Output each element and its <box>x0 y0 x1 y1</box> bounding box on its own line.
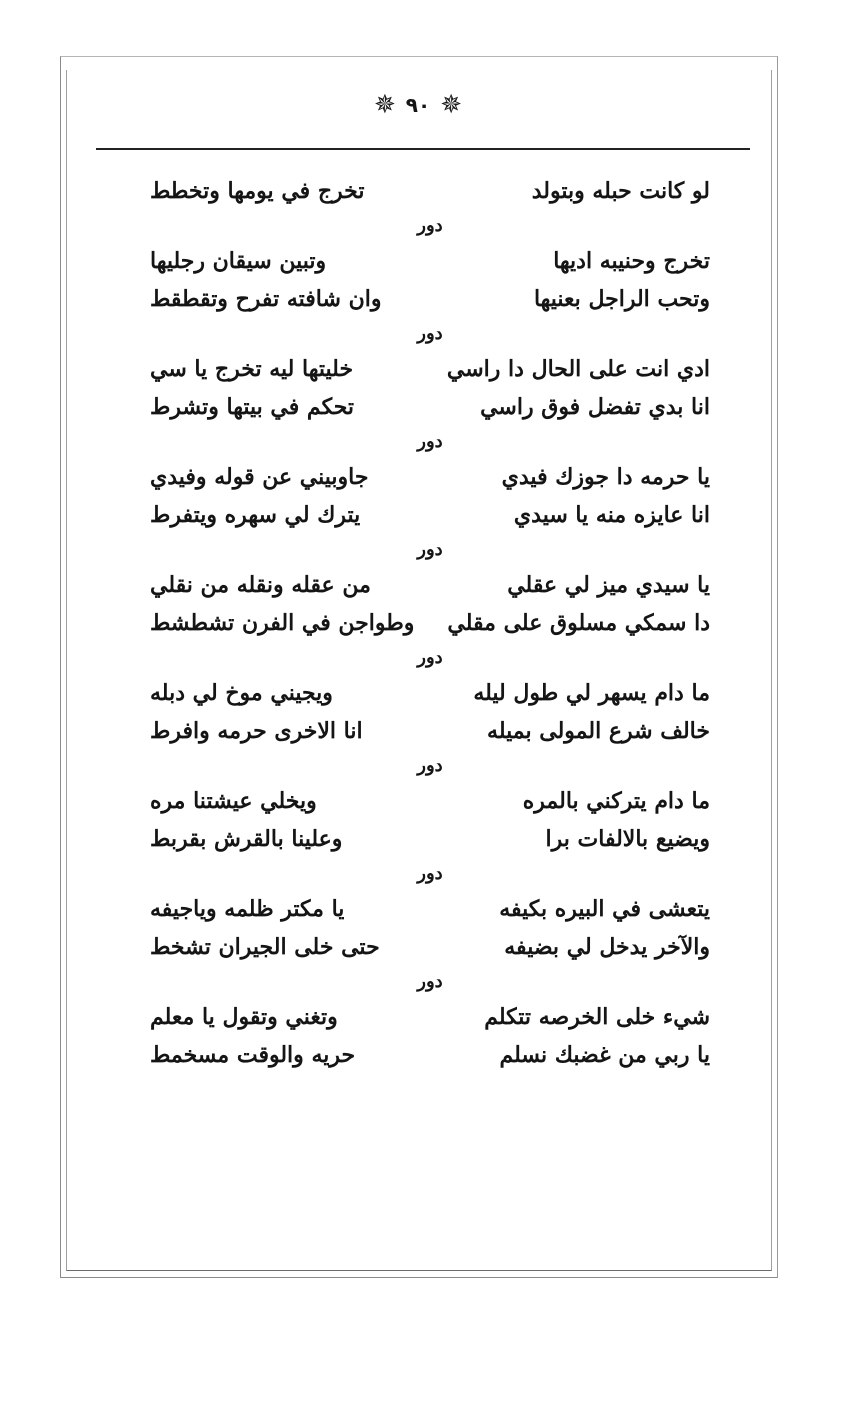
refrain-label: دور <box>417 215 443 236</box>
verse-line <box>150 820 710 858</box>
hemistich-second: حتى خلى الجيران تشخط <box>150 934 380 960</box>
hemistich-second: جاوبيني عن قوله وفيدي <box>150 464 369 490</box>
verse-line <box>150 242 710 280</box>
verse-line <box>150 350 710 388</box>
hemistich-first: ما دام يتركني بالمره <box>522 788 710 814</box>
hemistich-second: ويخلي عيشتنا مره <box>150 788 317 814</box>
hemistich-first: لو كانت حبله وبتولد <box>531 178 710 204</box>
hemistich-second: ويجيني موخ لي دبله <box>150 680 333 706</box>
verse-line <box>150 782 710 820</box>
hemistich-second: تحكم في بيتها وتشرط <box>150 394 355 420</box>
opening-verse <box>150 172 710 210</box>
verse-line <box>150 604 710 642</box>
hemistich-second: من عقله ونقله من نقلي <box>150 572 371 598</box>
hemistich-second: تخرج في يومها وتخطط <box>150 178 365 204</box>
refrain-label: دور <box>417 431 443 452</box>
hemistich-first: خالف شرع المولى بميله <box>487 718 710 744</box>
page-header <box>66 88 770 122</box>
refrain-label: دور <box>417 647 443 668</box>
hemistich-first: تخرج وحنيبه اديها <box>553 248 710 274</box>
refrain-label: دور <box>417 323 443 344</box>
verse-line <box>150 674 710 712</box>
hemistich-first: ويضيع بالالفات برا <box>545 826 710 852</box>
hemistich-first: ادي انت على الحال دا راسي <box>446 356 710 382</box>
hemistich-second: وتبين سيقان رجليها <box>150 248 327 274</box>
verse-line <box>150 890 710 928</box>
hemistich-second: وان شافته تفرح وتقطقط <box>150 286 382 312</box>
stanza-list <box>150 210 710 1074</box>
verse-line <box>150 280 710 318</box>
hemistich-second: حريه والوقت مسخمط <box>150 1042 356 1068</box>
poem-body <box>150 172 710 1074</box>
verse-line <box>150 998 710 1036</box>
page-number: ٩٠ <box>405 93 431 117</box>
refrain-label: دور <box>417 863 443 884</box>
hemistich-second: يترك لي سهره ويتفرط <box>150 502 361 528</box>
hemistich-first: والآخر يدخل لي بضيفه <box>504 934 710 960</box>
verse-line <box>150 458 710 496</box>
verse-line <box>150 388 710 426</box>
hemistich-first: يا ربي من غضبك نسلم <box>499 1042 710 1068</box>
verse-line <box>150 566 710 604</box>
hemistich-second: خليتها ليه تخرج يا سي <box>150 356 354 382</box>
hemistich-second: وعلينا بالقرش بقربط <box>150 826 343 852</box>
verse-line <box>150 712 710 750</box>
hemistich-first: ما دام يسهر لي طول ليله <box>473 680 710 706</box>
verse-line <box>150 1036 710 1074</box>
hemistich-second: يا مكتر ظلمه وياجيفه <box>150 896 345 922</box>
refrain-label: دور <box>417 539 443 560</box>
verse-line <box>150 496 710 534</box>
hemistich-first: يتعشى في البيره بكيفه <box>499 896 710 922</box>
hemistich-first: وتحب الراجل بعنيها <box>533 286 710 312</box>
hemistich-first: انا عايزه منه يا سيدي <box>513 502 710 528</box>
hemistich-second: انا الاخرى حرمه وافرط <box>150 718 363 744</box>
ornament-left-icon: ✵ <box>373 90 396 120</box>
hemistich-second: وطواجن في الفرن تشطشط <box>150 610 415 636</box>
hemistich-first: انا بدي تفضل فوق راسي <box>480 394 710 420</box>
hemistich-first: يا حرمه دا جوزك فيدي <box>501 464 710 490</box>
ornament-right-icon: ✵ <box>440 90 462 120</box>
hemistich-first: شيء خلى الخرصه تتكلم <box>484 1004 710 1030</box>
hemistich-first: يا سيدي ميز لي عقلي <box>507 572 710 598</box>
verse-line <box>150 928 710 966</box>
refrain-label: دور <box>417 971 443 992</box>
refrain-label: دور <box>417 755 443 776</box>
hemistich-second: وتغني وتقول يا معلم <box>150 1004 338 1030</box>
header-rule <box>96 148 750 150</box>
hemistich-first: دا سمكي مسلوق على مقلي <box>447 610 710 636</box>
